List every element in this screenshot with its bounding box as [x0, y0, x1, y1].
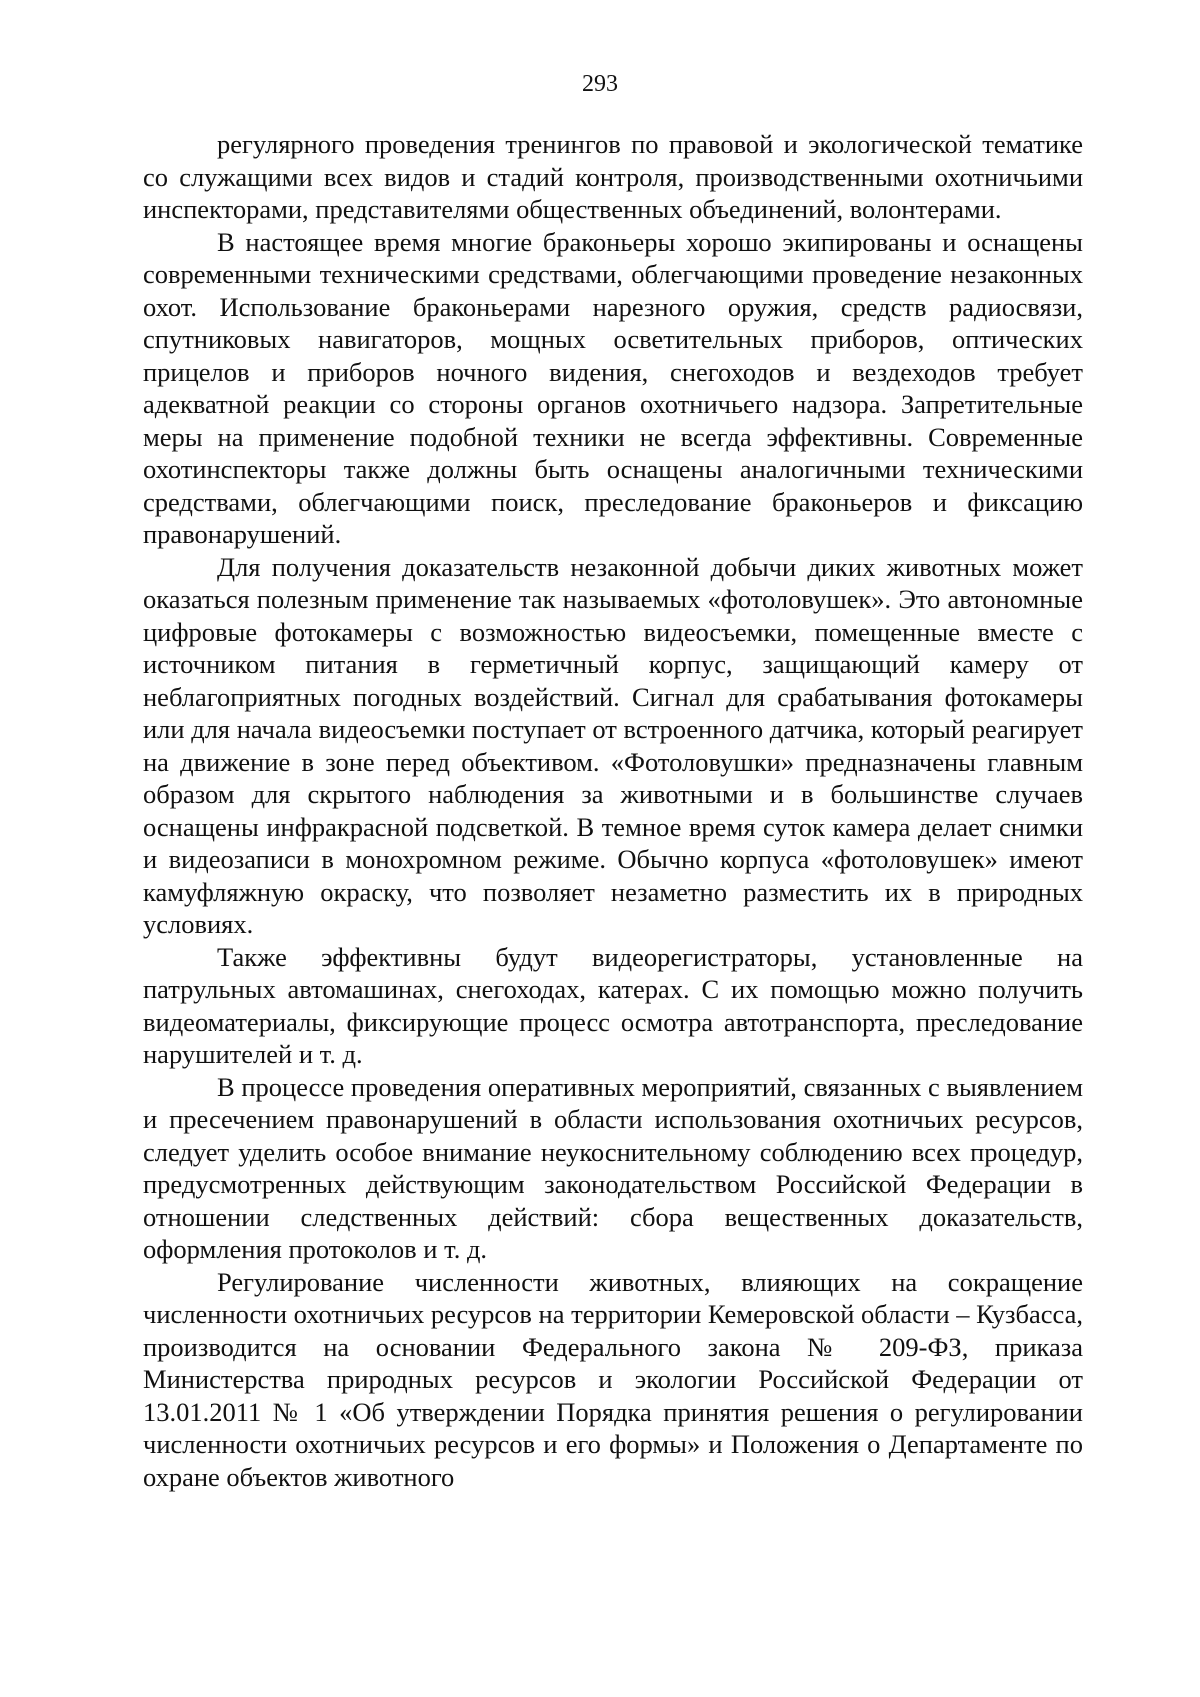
paragraph-1: регулярного проведения тренингов по правовой и экологической тематике со служащими всех видов и стадий контроля, производственными охотничьими инспекторами, представителями общественных объединений, волонтерами.	[143, 129, 1083, 224]
paragraph-2: В настоящее время многие браконьеры хорошо экипированы и оснащены современными техническими средствами, облегчающими проведение незаконных охот. Использование браконьерами нарезного оружия, средств радиосвязи, спутниковых навигаторов, мощных осветительных приборов, оптических прицелов и приборов ночного видения, снегоходов и вездеходов требует адекватной реакции со стороны органов охотничьего надзора. Запретительные меры на применение подобной техники не всегда эффективны. Современные охотинспекторы также должны быть оснащены аналогичными техническими средствами, облегчающими поиск, преследование браконьеров и фиксацию правонарушений.	[143, 226, 1083, 549]
page-number: 293	[582, 71, 618, 97]
paragraph-5: В процессе проведения оперативных мероприятий, связанных с выявлением и пресечением правонарушений в области использования охотничьих ресурсов, следует уделить особое внимание неукоснительному соблюдению всех процедур, предусмотренных действующим законодательством Российской Федерации в отношении следственных действий: сбора вещественных доказательств, оформления протоколов и т. д.	[143, 1071, 1083, 1264]
paragraph-4: Также эффективны будут видеорегистраторы, установленные на патрульных автомашинах, снегоходах, катерах. С их помощью можно получить видеоматериалы, фиксирующие процесс осмотра автотранспорта, преследование нарушителей и т. д.	[143, 941, 1083, 1069]
paragraph-6: Регулирование численности животных, влияющих на сокращение численности охотничьих ресурсов на территории Кемеровской области – Кузбасса, производится на основании Федерального закона № 209-ФЗ, приказа Министерства природных ресурсов и экологии Российской Федерации от 13.01.2011 № 1 «Об утверждении Порядка принятия решения о регулировании численности охотничьих ресурсов и его формы» и Положения о Департаменте по охране объектов животного	[143, 1266, 1083, 1492]
body-text	[143, 128, 1083, 1493]
paragraph-3: Для получения доказательств незаконной добычи диких животных может оказаться полезным применение так называемых «фотоловушек». Это автономные цифровые фотокамеры с возможностью видеосъемки, помещенные вместе с источником питания в герметичный корпус, защищающий камеру от неблагоприятных погодных воздействий. Сигнал для срабатывания фотокамеры или для начала видеосъемки поступает от встроенного датчика, который реагирует на движение в зоне перед объективом. «Фотоловушки» предназначены главным образом для скрытого наблюдения за животными и в большинстве случаев оснащены инфракрасной подсветкой. В темное время суток камера делает снимки и видеозаписи в монохромном режиме. Обычно корпуса «фотоловушек» имеют камуфляжную окраску, что позволяет незаметно разместить их в природных условиях.	[143, 551, 1083, 939]
